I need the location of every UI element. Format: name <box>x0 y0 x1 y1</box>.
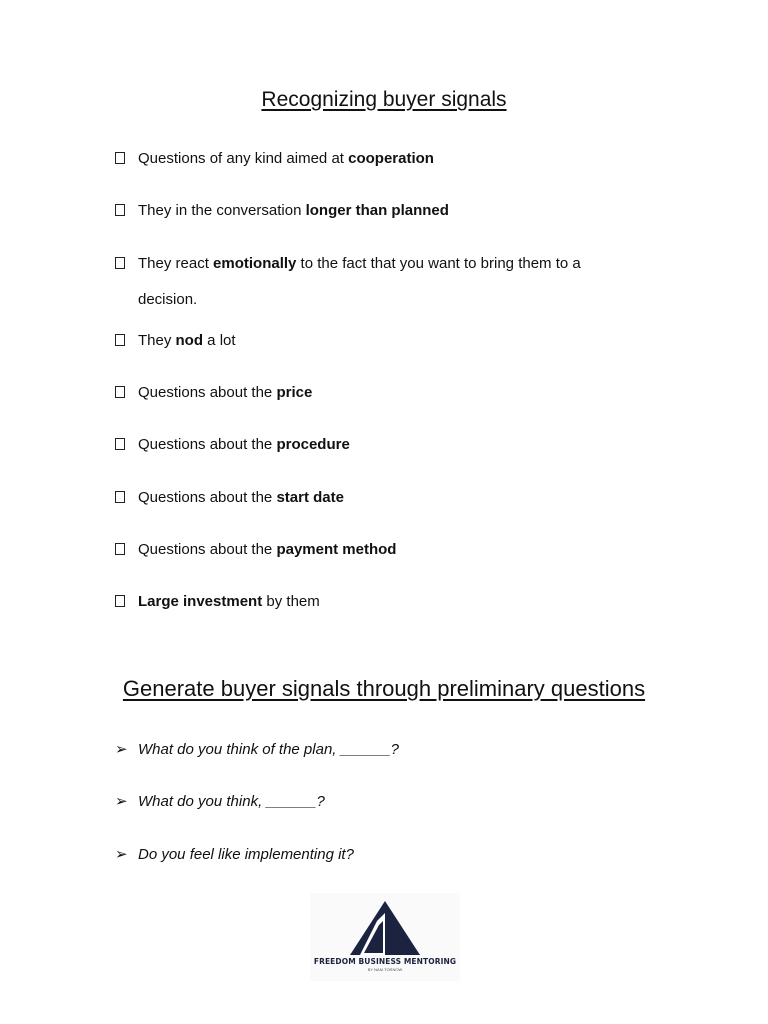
checkbox-bullet-icon <box>115 152 125 164</box>
question-item: ➢ What do you think, ______? <box>115 793 325 810</box>
section-title-preliminary-questions: Generate buyer signals through preliminary questions <box>122 676 646 701</box>
list-item: Questions about the procedure <box>115 435 125 455</box>
triangle-logo-icon <box>348 899 422 957</box>
list-item: Questions about the price <box>115 383 125 403</box>
list-item: Questions about the start date <box>115 488 125 508</box>
checkbox-bullet-icon <box>115 438 125 450</box>
section-title-buyer-signals: Recognizing buyer signals <box>261 88 507 111</box>
question-item: ➢ What do you think of the plan, ______? <box>115 741 400 758</box>
checkbox-bullet-icon <box>115 204 125 216</box>
question-item: ➢ Do you feel like implementing it? <box>115 846 354 863</box>
company-logo: FREEDOM BUSINESS MENTORING BY NAM TORNOW <box>310 893 460 981</box>
checkbox-bullet-icon <box>115 257 125 269</box>
list-item: Large investment by them <box>115 592 125 612</box>
arrow-bullet-icon: ➢ <box>115 793 128 810</box>
checkbox-bullet-icon <box>115 595 125 607</box>
list-item: Questions about the payment method <box>115 540 125 560</box>
list-item: They nod a lot <box>115 331 125 351</box>
list-item: They in the conversation longer than planned <box>115 201 125 221</box>
checkbox-bullet-icon <box>115 334 125 346</box>
arrow-bullet-icon: ➢ <box>115 741 128 758</box>
checkbox-bullet-icon <box>115 386 125 398</box>
checkbox-bullet-icon <box>115 491 125 503</box>
list-item: They react emotionally to the fact that you want to bring them to a decision. <box>115 254 125 274</box>
list-item: Questions of any kind aimed at cooperation <box>115 149 125 169</box>
arrow-bullet-icon: ➢ <box>115 846 128 863</box>
checkbox-bullet-icon <box>115 543 125 555</box>
